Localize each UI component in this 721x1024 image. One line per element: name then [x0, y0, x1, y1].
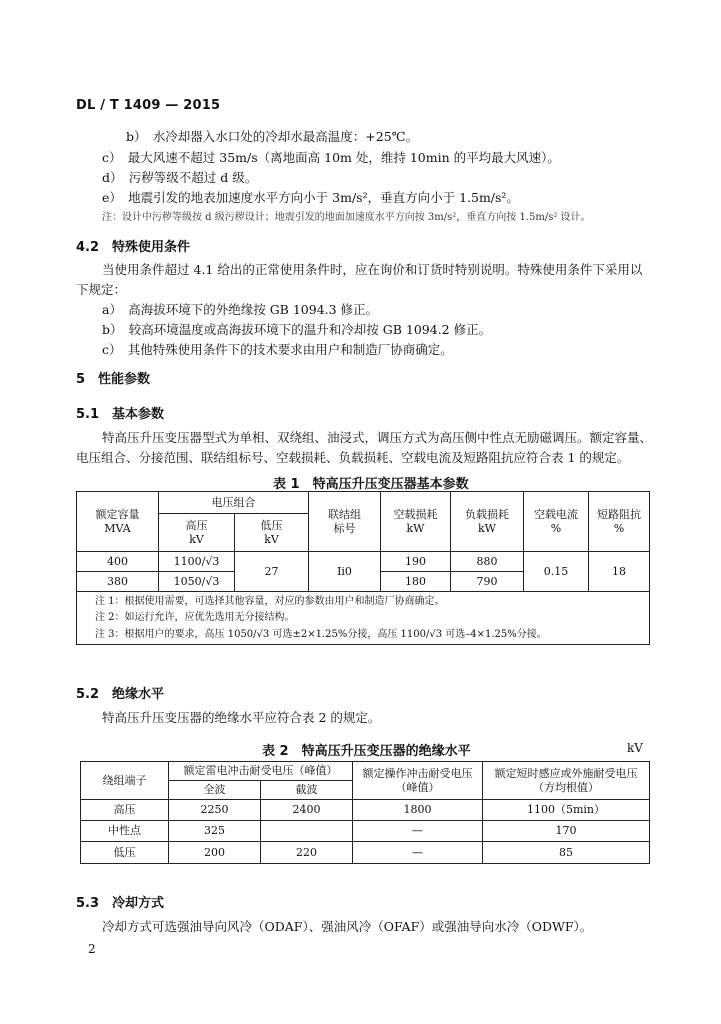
table-1-caption: 表 1 特高压升压变压器基本参数 — [273, 477, 469, 492]
cell-hv: 1100/√3 — [159, 552, 235, 572]
list-item: b） 水冷却器入水口处的冷却水最高温度：+25℃。 — [126, 129, 419, 144]
table-row — [81, 821, 650, 842]
cell-vector-group: Ii0 — [309, 552, 381, 592]
header-short-circuit-impedance: 短路阻抗 % — [589, 492, 650, 552]
header-lightning: 额定雷电冲击耐受电压（峰值） — [169, 762, 353, 781]
standard-code-header: DL / T 1409 — 2015 — [76, 98, 221, 113]
table-note: 注 3：根据用户的要求，高压 1050/√3 可选±2×1.25%分接，高压 1100/√3 可选–4×1.25%分接。 — [77, 626, 650, 644]
cell-capacity: 380 — [77, 572, 159, 592]
paragraph: 电压组合、分接范围、联结组标号、空载损耗、负载损耗、空载电流及短路阻抗应符合表 1 的规定。 — [76, 450, 630, 465]
cell-no-load-loss: 180 — [381, 572, 451, 592]
header-vector-group: 联结组 标号 — [309, 492, 381, 552]
cell-no-load-current: 0.15 — [524, 552, 589, 592]
header-voltage-combo: 电压组合 — [159, 492, 309, 514]
cell-chopped-wave: 2400 — [261, 800, 353, 821]
cell-switching: 1800 — [353, 800, 483, 821]
cell-chopped-wave — [261, 821, 353, 842]
header-short-duration: 额定短时感应或外施耐受电压 （方均根值） — [483, 762, 650, 800]
header-full-wave: 全波 — [169, 781, 261, 800]
table-note: 注 2：如运行允许，应优先选用无分接结构。 — [77, 609, 650, 626]
list-item: c） 最大风速不超过 35m/s（离地面高 10m 处，维持 10min 的平均最大风速）。 — [102, 150, 560, 165]
paragraph: 下规定： — [76, 282, 127, 297]
table-2-caption: 表 2 特高压升压变压器的绝缘水平 — [262, 744, 471, 759]
cell-switching: — — [353, 821, 483, 842]
cell-short-duration: 85 — [483, 842, 650, 864]
cell-terminal: 中性点 — [81, 821, 169, 842]
header-chopped-wave: 截波 — [261, 781, 353, 800]
cell-hv: 1050/√3 — [159, 572, 235, 592]
cell-terminal: 低压 — [81, 842, 169, 864]
paragraph: 特高压升压变压器的绝缘水平应符合表 2 的规定。 — [102, 710, 381, 725]
header-no-load-loss: 空载损耗 kW — [381, 492, 451, 552]
cell-full-wave: 325 — [169, 821, 261, 842]
section-heading-5-2: 5.2 绝缘水平 — [76, 687, 165, 702]
cell-switching: — — [353, 842, 483, 864]
header-load-loss: 负载损耗 kW — [451, 492, 524, 552]
cell-short-duration: 1100（5min） — [483, 800, 650, 821]
cell-load-loss: 880 — [451, 552, 524, 572]
header-switching: 额定操作冲击耐受电压 （峰值） — [353, 762, 483, 800]
cell-short-circuit-impedance: 18 — [589, 552, 650, 592]
table-note: 注 1：根据使用需要，可选择其他容量，对应的参数由用户和制造厂协商确定。 — [77, 592, 650, 610]
section-heading-5-1: 5.1 基本参数 — [76, 407, 165, 422]
cell-load-loss: 790 — [451, 572, 524, 592]
list-item: b） 较高环境温度或高海拔环境下的温升和冷却按 GB 1094.2 修正。 — [102, 322, 492, 337]
cell-no-load-loss: 190 — [381, 552, 451, 572]
cell-full-wave: 200 — [169, 842, 261, 864]
table-row — [77, 552, 650, 572]
section-heading-5-3: 5.3 冷却方式 — [76, 896, 165, 911]
cell-capacity: 400 — [77, 552, 159, 572]
table-1 — [76, 491, 650, 645]
header-rated-capacity: 额定容量 MVA — [77, 492, 159, 552]
cell-chopped-wave: 220 — [261, 842, 353, 864]
table-2 — [80, 761, 650, 864]
header-lv: 低压 kV — [235, 514, 309, 552]
cell-terminal: 高压 — [81, 800, 169, 821]
section-heading-5: 5 性能参数 — [76, 372, 151, 387]
page-number: 2 — [88, 942, 96, 956]
cell-lv: 27 — [235, 552, 309, 592]
table-row — [81, 842, 650, 864]
header-hv: 高压 kV — [159, 514, 235, 552]
paragraph: 当使用条件超过 4.1 给出的正常使用条件时，应在询价和订货时特别说明。特殊使用条件下采用以 — [102, 262, 643, 277]
table-row — [81, 800, 650, 821]
cell-full-wave: 2250 — [169, 800, 261, 821]
list-item: c） 其他特殊使用条件下的技术要求由用户和制造厂协商确定。 — [102, 342, 453, 357]
note-41: 注：设计中污秽等级按 d 级污秽设计；地震引发的地面加速度水平方向按 3m/s²，垂直方向按 1.5m/s² 设计。 — [102, 212, 591, 223]
header-no-load-current: 空载电流 % — [524, 492, 589, 552]
list-item: a） 高海拔环境下的外绝缘按 GB 1094.3 修正。 — [102, 302, 379, 317]
paragraph: 冷却方式可选强油导向风冷（ODAF）、强油风冷（OFAF）或强油导向水冷（ODWF）。 — [102, 919, 593, 934]
list-item: d） 污秽等级不超过 d 级。 — [102, 170, 258, 185]
paragraph: 特高压升压变压器型式为单相、双绕组、油浸式，调压方式为高压侧中性点无励磁调压。额定容量、 — [102, 430, 653, 445]
list-item: e） 地震引发的地表加速度水平方向小于 3m/s²，垂直方向小于 1.5m/s²。 — [102, 190, 519, 205]
section-heading-4-2: 4.2 特殊使用条件 — [76, 240, 191, 255]
cell-short-duration: 170 — [483, 821, 650, 842]
header-terminal: 绕组端子 — [81, 762, 169, 800]
table-2-unit: kV — [627, 741, 643, 755]
